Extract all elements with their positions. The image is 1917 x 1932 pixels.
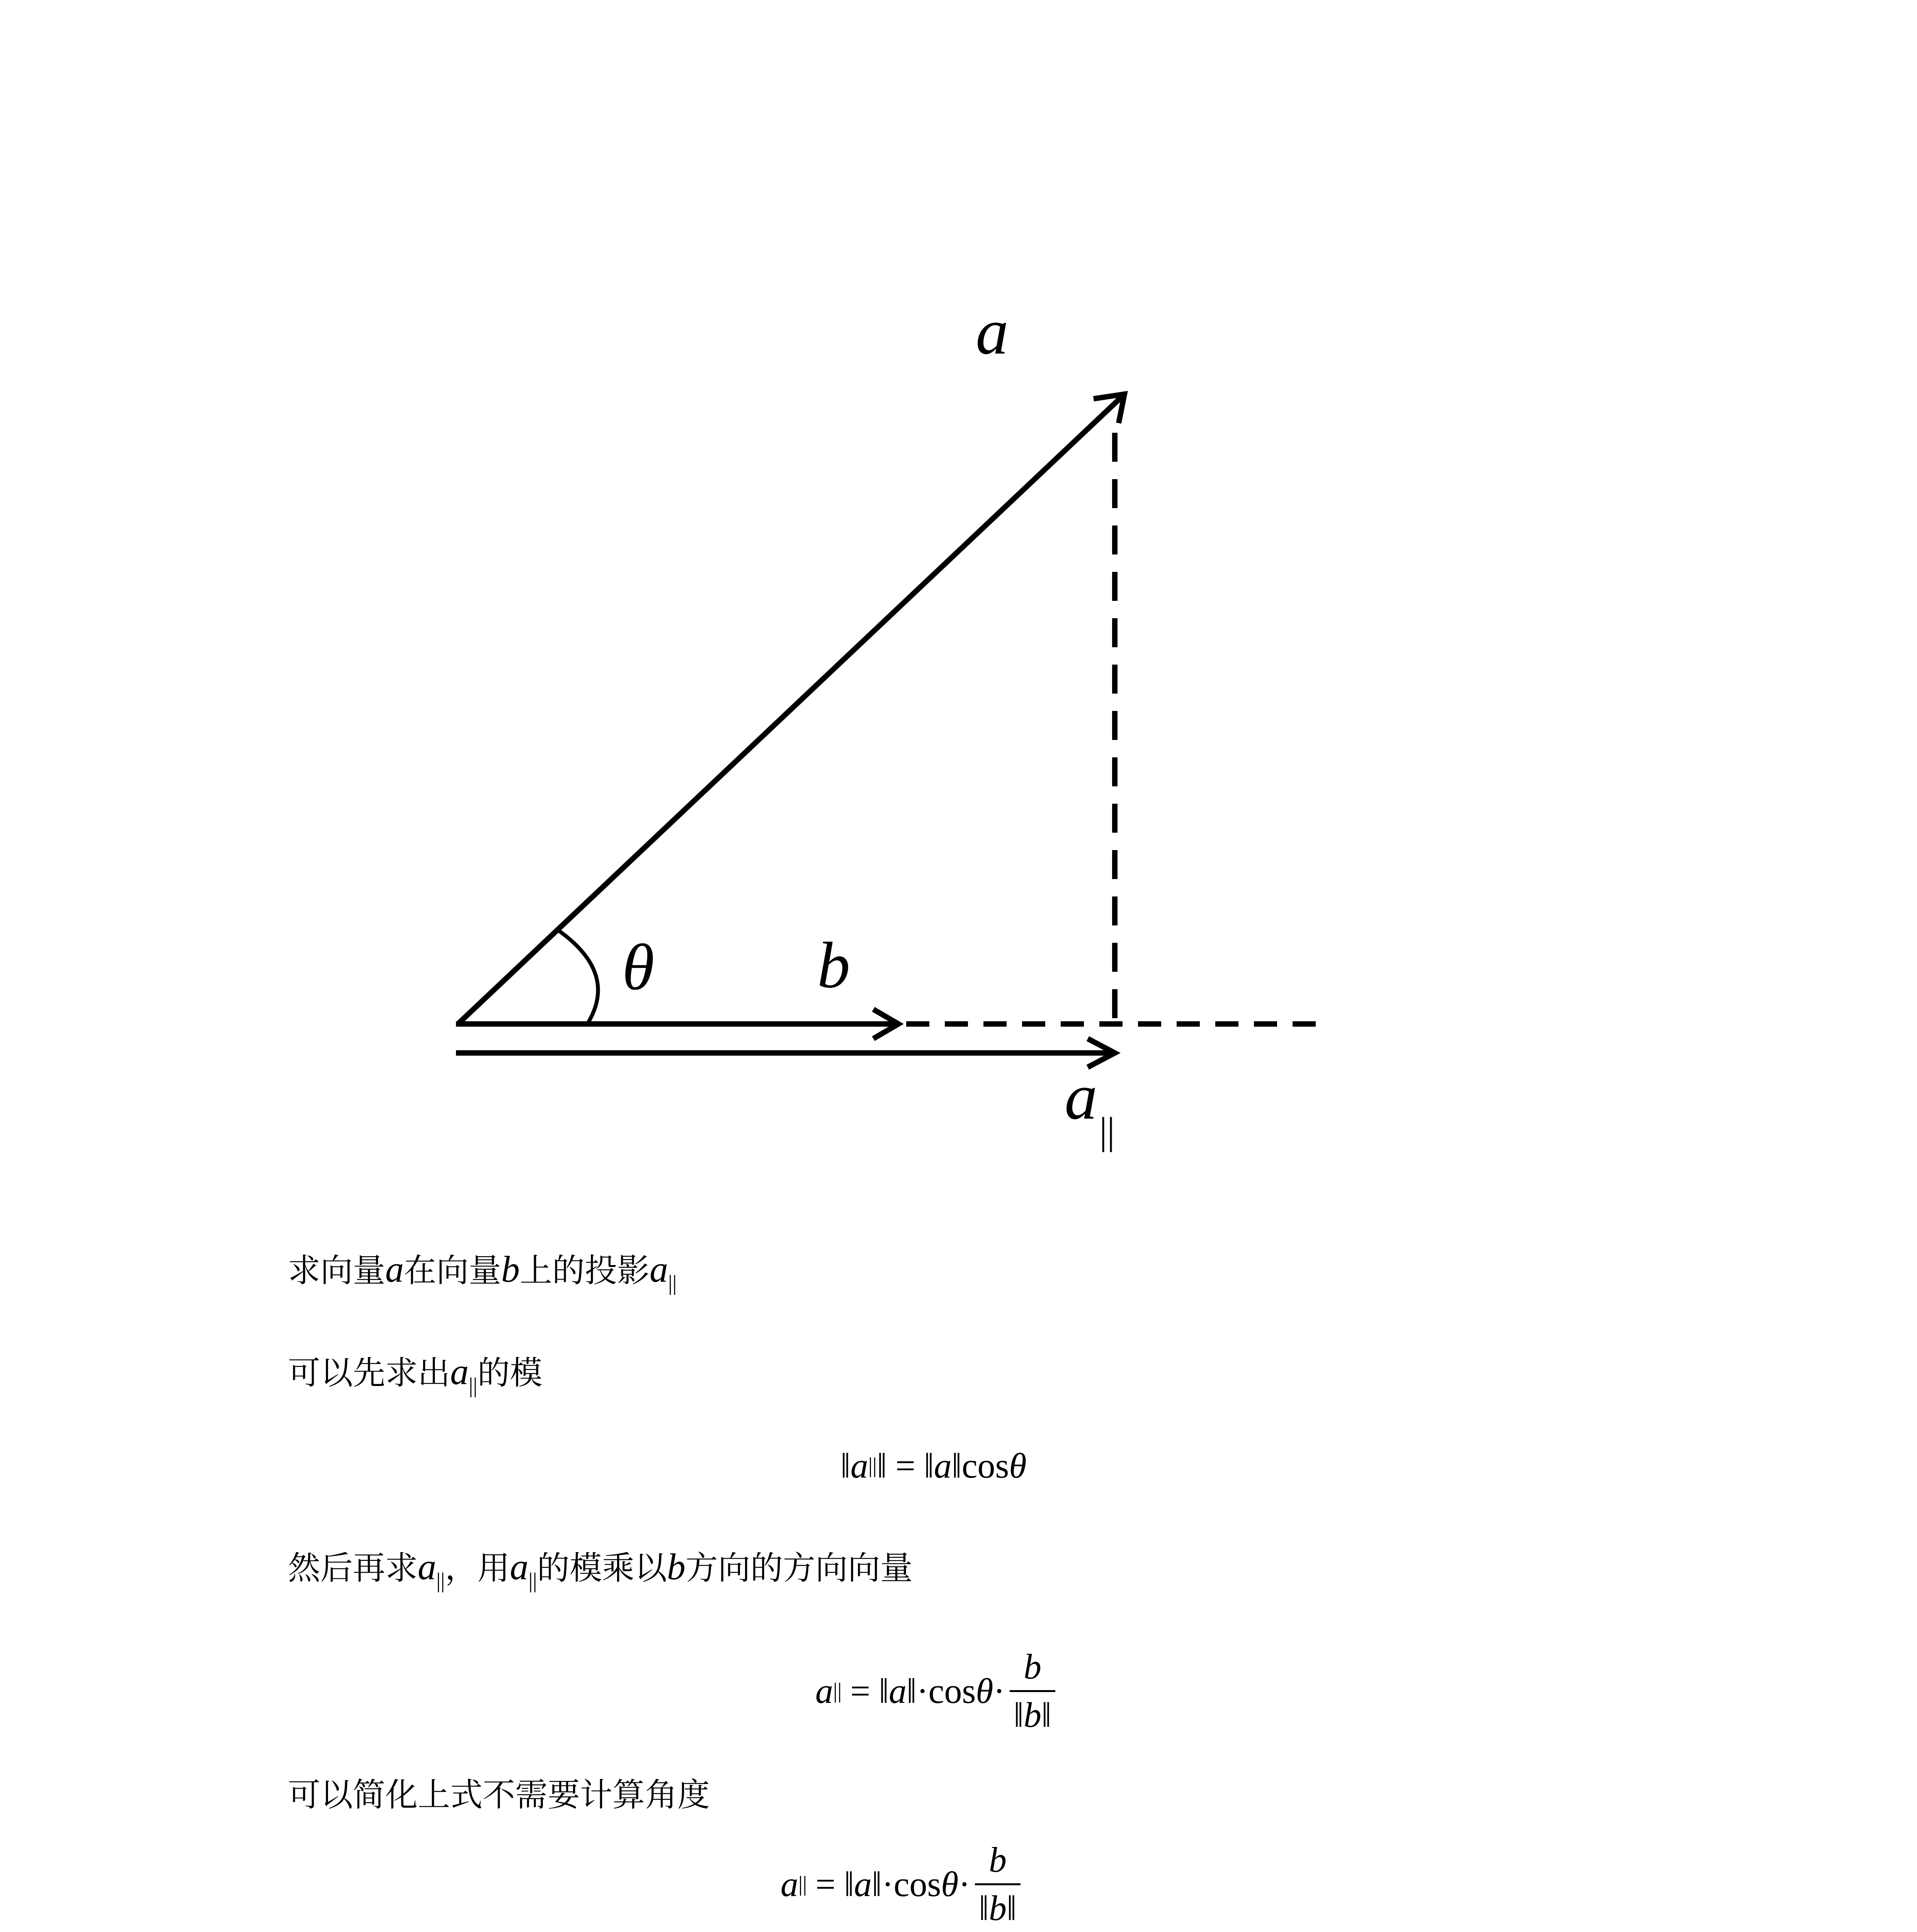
var-b: b bbox=[501, 1248, 520, 1290]
var-a: a bbox=[934, 1446, 952, 1485]
subscript-parallel: || bbox=[469, 1374, 478, 1398]
subscript-parallel: || bbox=[528, 1569, 537, 1593]
var-theta: θ bbox=[1009, 1446, 1027, 1485]
derivation-line-1 bbox=[781, 1839, 1025, 1929]
norm-bar: ‖ bbox=[1041, 1695, 1051, 1735]
norm-bar: ‖ bbox=[1006, 1888, 1017, 1928]
text: 求向量 bbox=[288, 1252, 386, 1289]
paragraph-then-find bbox=[288, 1546, 913, 1602]
var-b: b bbox=[988, 1888, 1007, 1928]
label-a-parallel: a bbox=[1065, 1060, 1097, 1133]
norm-bar: ‖ bbox=[840, 1446, 850, 1485]
text: ，用 bbox=[445, 1549, 510, 1587]
var-a-parallel: a bbox=[510, 1546, 529, 1587]
fraction-b-over-norm-b bbox=[1010, 1646, 1055, 1735]
paragraph-simplify bbox=[288, 1774, 710, 1816]
norm-bar: ‖ bbox=[951, 1446, 962, 1485]
var-theta: θ bbox=[941, 1864, 959, 1904]
vector-a-line bbox=[458, 396, 1123, 1024]
label-a: a bbox=[976, 295, 1009, 368]
var-a: a bbox=[854, 1864, 872, 1904]
equals-sign: = bbox=[895, 1446, 915, 1485]
numerator-b: b bbox=[988, 1840, 1007, 1879]
var-a: a bbox=[781, 1864, 798, 1904]
subscript-parallel: || bbox=[798, 1872, 807, 1896]
text: 可以简化上式不需要计算角度 bbox=[288, 1776, 710, 1814]
var-a: a bbox=[385, 1248, 404, 1290]
dot: · bbox=[993, 1671, 1005, 1711]
norm-bar: ‖ bbox=[844, 1864, 854, 1904]
label-b: b bbox=[817, 929, 850, 1002]
denominator-norm-b bbox=[975, 1883, 1021, 1929]
var-a-parallel: a bbox=[650, 1248, 668, 1290]
label-theta: θ bbox=[622, 931, 655, 1003]
cos-fn: cos bbox=[961, 1446, 1009, 1485]
var-b: b bbox=[667, 1546, 685, 1587]
var-a: a bbox=[850, 1446, 868, 1485]
subscript-parallel: || bbox=[868, 1454, 877, 1478]
dot: · bbox=[882, 1864, 894, 1904]
numerator-b: b bbox=[1023, 1647, 1041, 1686]
text: 方向的方向向量 bbox=[685, 1549, 913, 1587]
text: 的模 bbox=[477, 1354, 543, 1392]
norm-bar: ‖ bbox=[879, 1671, 889, 1711]
text: 然后再求 bbox=[288, 1549, 418, 1587]
norm-bar: ‖ bbox=[877, 1446, 887, 1485]
denominator-norm-b bbox=[1010, 1690, 1055, 1735]
equals-sign: = bbox=[815, 1864, 836, 1904]
equals-sign: = bbox=[850, 1671, 871, 1711]
label-a-parallel-subscript: || bbox=[1099, 1109, 1115, 1152]
norm-bar: ‖ bbox=[924, 1446, 934, 1485]
subscript-parallel: || bbox=[833, 1679, 842, 1703]
fraction-b-over-norm-b bbox=[975, 1839, 1021, 1929]
var-a-parallel: a bbox=[450, 1351, 469, 1392]
norm-bar: ‖ bbox=[907, 1671, 917, 1711]
text: 在向量 bbox=[404, 1252, 502, 1289]
text: 上的投影 bbox=[520, 1252, 650, 1289]
var-a: a bbox=[815, 1671, 833, 1711]
paragraph-find-magnitude bbox=[288, 1350, 542, 1407]
subscript-parallel: || bbox=[668, 1271, 677, 1295]
text: 可以先求出 bbox=[288, 1354, 451, 1392]
norm-bar: ‖ bbox=[1014, 1695, 1024, 1735]
var-theta: θ bbox=[976, 1671, 993, 1711]
cos-fn: cos bbox=[928, 1671, 976, 1711]
paragraph-projection-question bbox=[288, 1248, 677, 1304]
var-b: b bbox=[1023, 1695, 1041, 1735]
var-a: a bbox=[889, 1671, 907, 1711]
norm-bar: ‖ bbox=[979, 1888, 989, 1928]
dot: · bbox=[958, 1864, 971, 1904]
cos-fn: cos bbox=[893, 1864, 941, 1904]
equation-projection bbox=[815, 1646, 1060, 1735]
angle-arc bbox=[560, 931, 598, 1024]
text: 的模乘以 bbox=[537, 1549, 667, 1587]
dot: · bbox=[917, 1671, 929, 1711]
subscript-parallel: || bbox=[436, 1569, 445, 1593]
norm-bar: ‖ bbox=[872, 1864, 882, 1904]
equation-magnitude bbox=[840, 1445, 1027, 1486]
var-a-parallel: a bbox=[418, 1546, 437, 1587]
